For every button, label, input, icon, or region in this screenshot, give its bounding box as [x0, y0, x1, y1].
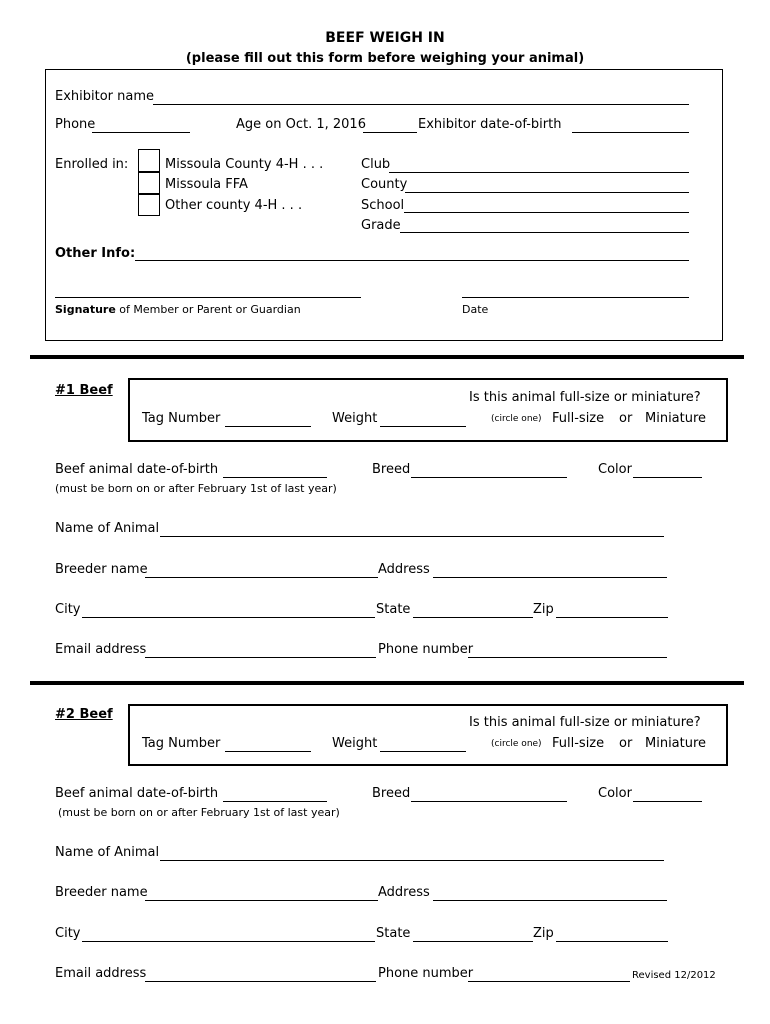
beef2-option-full-size[interactable]: Full-size: [552, 736, 605, 751]
form-title: BEEF WEIGH IN: [325, 30, 445, 46]
beef1-breeder-label: Breeder name: [55, 562, 148, 577]
age-label: Age on Oct. 1, 2016: [236, 117, 366, 132]
beef1-city-label: City: [55, 602, 81, 617]
option-missoula-ffa: Missoula FFA: [165, 177, 248, 192]
section-divider-1: [30, 355, 744, 359]
beef1-email-label: Email address: [55, 642, 147, 657]
option-missoula-4h: Missoula County 4-H . . .: [165, 157, 324, 172]
beef2-heading: #2 Beef: [55, 707, 113, 722]
beef2-name-field[interactable]: [160, 860, 664, 861]
beef2-phone-field[interactable]: [468, 981, 630, 982]
beef1-name-label: Name of Animal: [55, 521, 160, 536]
beef1-address-field[interactable]: [433, 577, 667, 578]
exhibitor-name-label: Exhibitor name: [55, 89, 155, 104]
beef2-state-field[interactable]: [413, 941, 533, 942]
other-info-field[interactable]: [135, 260, 689, 261]
beef2-weight-label: Weight: [332, 736, 378, 751]
beef1-email-field[interactable]: [145, 657, 376, 658]
checkbox-missoula-ffa[interactable]: [138, 172, 160, 194]
beef2-weight-field[interactable]: [380, 751, 466, 752]
beef2-zip-label: Zip: [533, 926, 554, 941]
beef1-breed-field[interactable]: [411, 477, 567, 478]
beef1-dob-label: Beef animal date-of-birth: [55, 462, 219, 477]
form-subtitle: (please fill out this form before weighing your animal): [185, 51, 585, 66]
beef2-breeder-label: Breeder name: [55, 885, 148, 900]
date-caption: Date: [462, 303, 489, 316]
beef1-phone-label: Phone number: [378, 642, 474, 657]
section-divider-2: [30, 681, 744, 685]
checkbox-missoula-4h[interactable]: [138, 149, 160, 172]
age-field[interactable]: [363, 132, 417, 133]
beef1-circle-one: (circle one): [491, 414, 542, 424]
exhibitor-dob-field[interactable]: [572, 132, 689, 133]
beef2-option-or: or: [619, 736, 633, 751]
school-label: School: [361, 198, 405, 213]
beef2-tag-box: [128, 704, 728, 766]
beef1-weight-field[interactable]: [380, 426, 466, 427]
club-field[interactable]: [389, 172, 689, 173]
beef1-dob-field[interactable]: [223, 477, 327, 478]
beef2-name-label: Name of Animal: [55, 845, 160, 860]
beef2-dob-field[interactable]: [223, 801, 327, 802]
beef1-state-field[interactable]: [413, 617, 533, 618]
phone-label: Phone: [55, 117, 96, 132]
other-info-label: Other Info:: [55, 246, 136, 261]
grade-field[interactable]: [400, 232, 689, 233]
county-field[interactable]: [405, 192, 689, 193]
beef2-state-label: State: [376, 926, 411, 941]
beef1-city-field[interactable]: [82, 617, 375, 618]
county-label: County: [361, 177, 408, 192]
beef2-circle-one: (circle one): [491, 739, 542, 749]
beef2-phone-label: Phone number: [378, 966, 474, 981]
option-other-4h: Other county 4-H . . .: [165, 198, 303, 213]
beef2-address-label: Address: [378, 885, 430, 900]
beef1-tag-label: Tag Number: [142, 411, 221, 426]
beef2-color-field[interactable]: [633, 801, 702, 802]
signature-caption-bold: Signature: [55, 303, 116, 316]
beef1-phone-field[interactable]: [468, 657, 667, 658]
beef1-zip-field[interactable]: [556, 617, 668, 618]
beef2-tag-label: Tag Number: [142, 736, 221, 751]
beef1-color-label: Color: [598, 462, 632, 477]
beef1-color-field[interactable]: [633, 477, 702, 478]
enrolled-label: Enrolled in:: [55, 157, 129, 172]
grade-label: Grade: [361, 218, 401, 233]
beef2-city-label: City: [55, 926, 81, 941]
beef1-tag-box: [128, 378, 728, 442]
exhibitor-name-field[interactable]: [153, 104, 689, 105]
beef2-dob-note: (must be born on or after February 1st of last year): [58, 806, 340, 819]
beef1-state-label: State: [376, 602, 411, 617]
beef1-option-miniature[interactable]: Miniature: [645, 411, 707, 426]
signature-field[interactable]: [55, 297, 361, 298]
signature-caption-rest: of Member or Parent or Guardian: [115, 303, 301, 316]
beef2-question: Is this animal full-size or miniature?: [469, 715, 701, 730]
school-field[interactable]: [404, 212, 689, 213]
beef2-color-label: Color: [598, 786, 632, 801]
beef1-breeder-field[interactable]: [145, 577, 378, 578]
phone-field[interactable]: [92, 132, 190, 133]
beef1-name-field[interactable]: [160, 536, 664, 537]
beef2-city-field[interactable]: [82, 941, 375, 942]
club-label: Club: [361, 157, 391, 172]
beef2-email-field[interactable]: [145, 981, 376, 982]
beef2-breed-field[interactable]: [411, 801, 567, 802]
beef2-email-label: Email address: [55, 966, 147, 981]
beef2-tag-field[interactable]: [225, 751, 311, 752]
beef1-weight-label: Weight: [332, 411, 378, 426]
checkbox-other-4h[interactable]: [138, 194, 160, 216]
beef1-option-or: or: [619, 411, 633, 426]
revised-note: Revised 12/2012: [632, 970, 716, 981]
beef2-breeder-field[interactable]: [145, 900, 378, 901]
beef1-zip-label: Zip: [533, 602, 554, 617]
beef1-question: Is this animal full-size or miniature?: [469, 390, 701, 405]
beef2-dob-label: Beef animal date-of-birth: [55, 786, 219, 801]
exhibitor-dob-label: Exhibitor date-of-birth: [418, 117, 562, 132]
beef2-zip-field[interactable]: [556, 941, 668, 942]
beef1-dob-note: (must be born on or after February 1st of last year): [55, 482, 337, 495]
beef1-option-full-size[interactable]: Full-size: [552, 411, 605, 426]
beef1-tag-field[interactable]: [225, 426, 311, 427]
beef2-breed-label: Breed: [372, 786, 411, 801]
beef1-breed-label: Breed: [372, 462, 411, 477]
beef1-address-label: Address: [378, 562, 430, 577]
beef2-option-miniature[interactable]: Miniature: [645, 736, 707, 751]
signature-caption: [55, 303, 301, 316]
beef1-heading: #1 Beef: [55, 383, 113, 398]
beef2-address-field[interactable]: [433, 900, 667, 901]
date-field[interactable]: [462, 297, 689, 298]
